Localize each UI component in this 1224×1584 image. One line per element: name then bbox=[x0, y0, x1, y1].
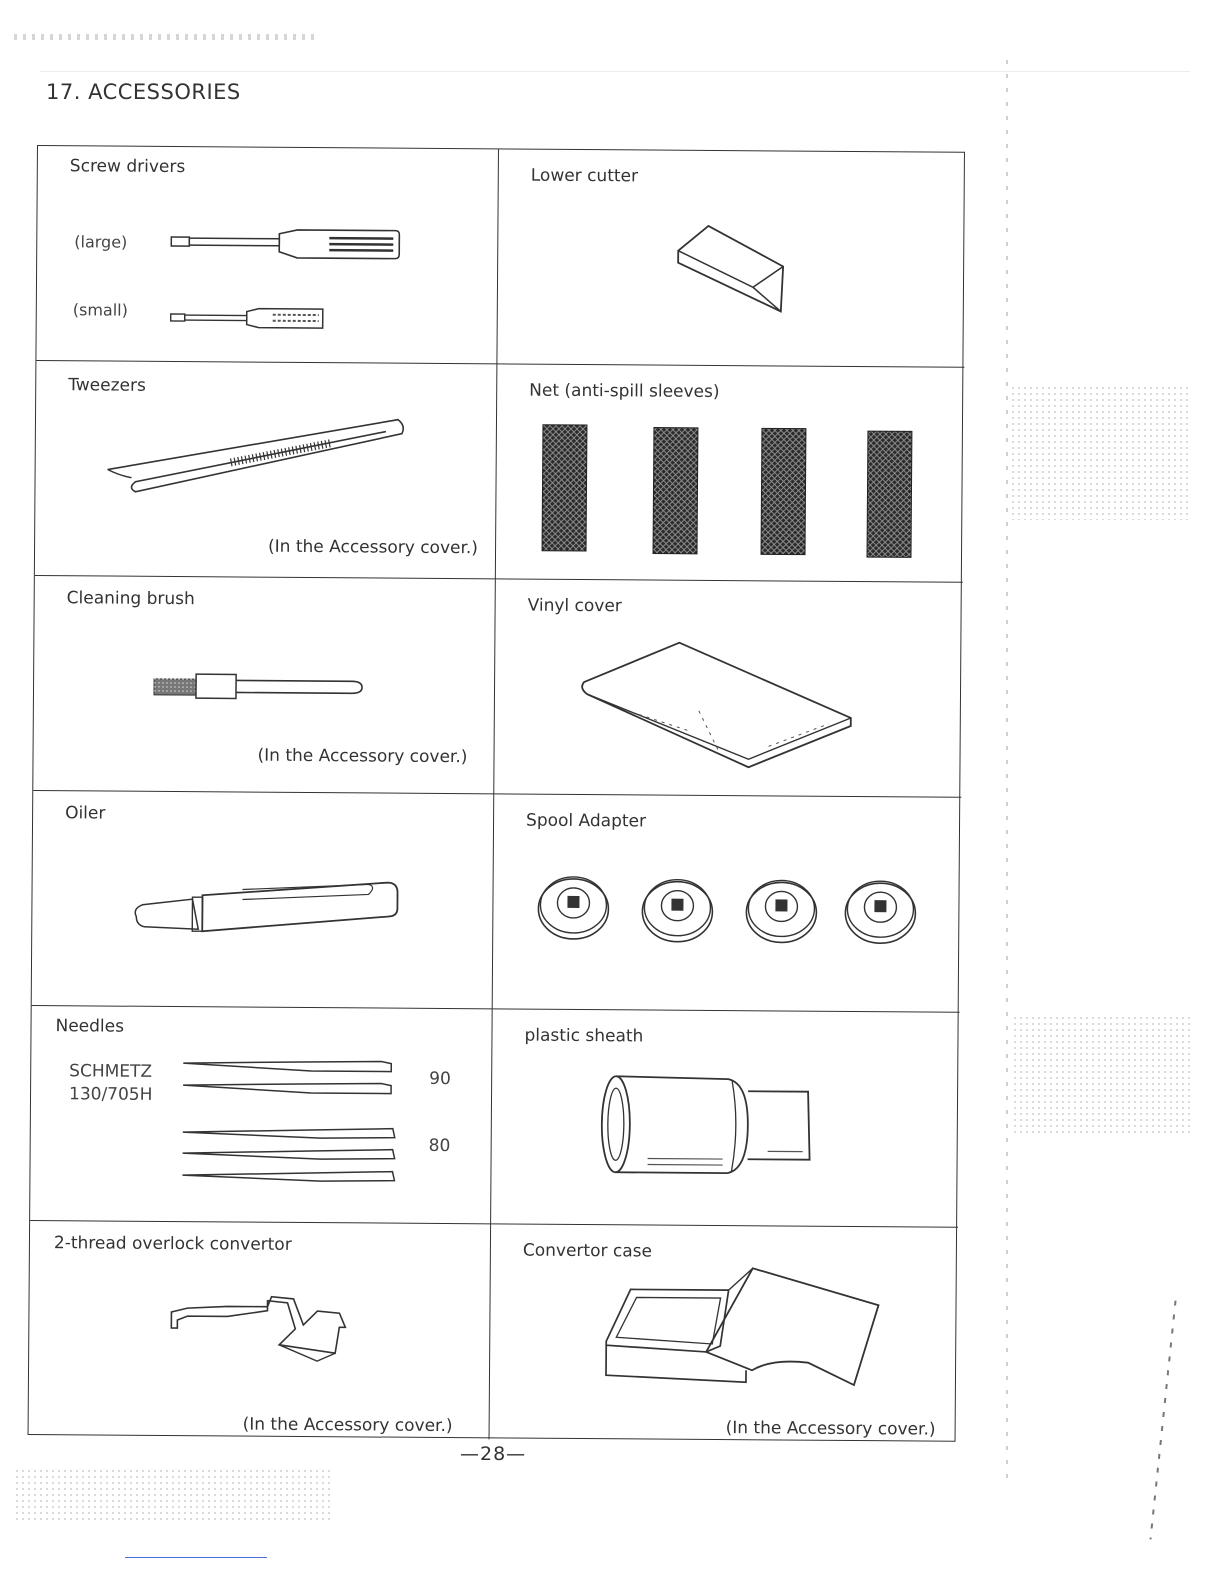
vinyl-cover-drawing bbox=[578, 640, 864, 772]
scan-artifact-rule bbox=[40, 71, 1190, 72]
oiler-drawing bbox=[132, 877, 402, 939]
lower-cutter-drawing bbox=[673, 221, 794, 317]
scan-noise-bottom bbox=[14, 1468, 334, 1520]
large-screwdriver-drawing bbox=[169, 225, 401, 263]
net-label: Net (anti-spill sleeves) bbox=[529, 380, 720, 403]
tweezers-note: (In the Accessory cover.) bbox=[267, 536, 479, 559]
accessories-sheet bbox=[28, 145, 965, 1442]
scan-artifact-margin bbox=[1149, 1301, 1176, 1540]
cell-screwdrivers bbox=[36, 146, 499, 364]
needle-size-90: 90 bbox=[429, 1068, 451, 1090]
cell-vinyl-cover bbox=[494, 579, 963, 797]
convertor-label: 2-thread overlock convertor bbox=[53, 1233, 292, 1255]
plastic-sheath-label: plastic sheath bbox=[524, 1025, 644, 1047]
cleaning-brush-note: (In the Accessory cover.) bbox=[257, 745, 468, 768]
cleaning-brush-drawing bbox=[152, 669, 367, 705]
cell-spool-adapter bbox=[493, 794, 962, 1012]
needle-80-2 bbox=[183, 1148, 395, 1160]
needle-90-1 bbox=[183, 1060, 391, 1072]
spool-adapter-label: Spool Adapter bbox=[525, 810, 647, 832]
scan-noise-right-upper bbox=[1010, 385, 1190, 520]
cell-net bbox=[496, 364, 965, 582]
screwdrivers-label: Screw drivers bbox=[69, 156, 186, 178]
convertor-drawing bbox=[167, 1294, 358, 1375]
needle-model: 130/705H bbox=[68, 1084, 153, 1105]
spool-adapters-drawing bbox=[535, 865, 926, 948]
needle-90-2 bbox=[183, 1082, 391, 1094]
tweezers-drawing bbox=[105, 412, 406, 509]
convertor-case-note: (In the Accessory cover.) bbox=[725, 1418, 936, 1440]
convertor-note: (In the Accessory cover.) bbox=[242, 1414, 453, 1437]
spool-adapter-4 bbox=[845, 881, 915, 944]
net-sleeves-drawing bbox=[540, 423, 921, 561]
cell-needles bbox=[30, 1006, 493, 1224]
link-underline bbox=[125, 1557, 267, 1558]
spool-adapter-3 bbox=[746, 880, 816, 943]
spool-adapter-1 bbox=[538, 877, 608, 940]
cell-oiler bbox=[32, 791, 495, 1009]
small-screwdriver-drawing bbox=[169, 305, 329, 332]
cell-convertor-case bbox=[490, 1224, 959, 1442]
needles-label: Needles bbox=[55, 1016, 125, 1037]
cell-tweezers bbox=[35, 361, 498, 579]
spool-adapter-2 bbox=[642, 879, 712, 942]
scan-artifact-top bbox=[14, 34, 314, 40]
accessories-grid bbox=[28, 145, 965, 1442]
cell-lower-cutter bbox=[497, 149, 966, 367]
cell-convertor bbox=[29, 1221, 492, 1439]
screwdriver-large-label: (large) bbox=[74, 232, 128, 252]
needle-brand: SCHMETZ bbox=[69, 1061, 153, 1082]
cell-plastic-sheath bbox=[491, 1009, 960, 1227]
net-sleeve-2 bbox=[653, 428, 698, 554]
needle-size-80: 80 bbox=[428, 1135, 451, 1157]
needles-drawing bbox=[180, 1057, 401, 1199]
net-sleeve-1 bbox=[542, 425, 587, 551]
cell-cleaning-brush bbox=[33, 576, 496, 794]
needle-80-3 bbox=[182, 1170, 394, 1182]
plastic-sheath-drawing bbox=[597, 1072, 818, 1184]
needle-80-1 bbox=[183, 1127, 395, 1139]
tweezers-label: Tweezers bbox=[68, 375, 146, 396]
lower-cutter-label: Lower cutter bbox=[530, 165, 639, 187]
page-number: —28— bbox=[460, 1443, 527, 1465]
convertor-case-drawing bbox=[602, 1265, 888, 1397]
convertor-case-label: Convertor case bbox=[522, 1240, 653, 1262]
cleaning-brush-label: Cleaning brush bbox=[66, 588, 195, 610]
net-sleeve-3 bbox=[761, 428, 806, 554]
screwdriver-small-label: (small) bbox=[72, 300, 128, 320]
scan-noise-right-lower bbox=[1012, 1015, 1192, 1135]
vinyl-cover-label: Vinyl cover bbox=[527, 595, 622, 617]
page-edge-shadow bbox=[1006, 60, 1008, 1480]
net-sleeve-4 bbox=[867, 431, 912, 557]
section-title: 17. ACCESSORIES bbox=[46, 80, 241, 104]
oiler-label: Oiler bbox=[65, 803, 106, 824]
